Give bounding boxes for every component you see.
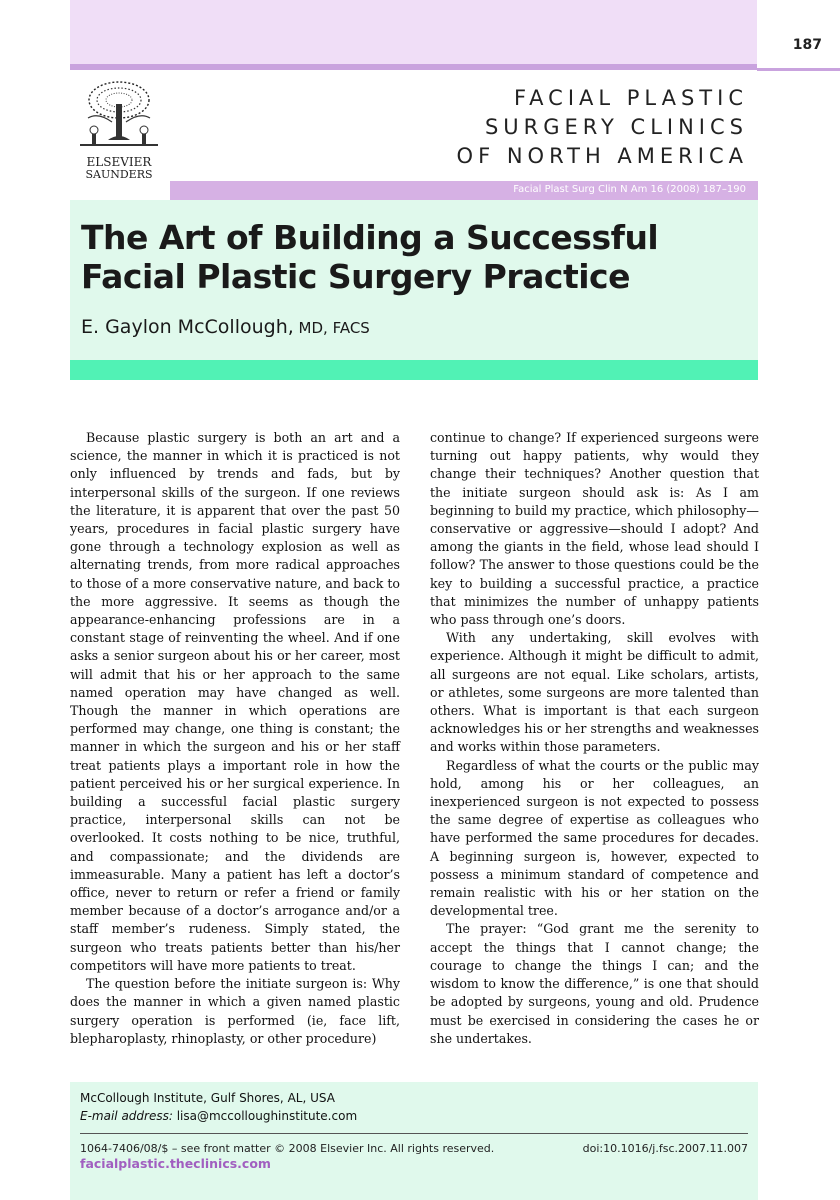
publisher-imprint: SAUNDERS (85, 168, 153, 181)
paragraph: The prayer: “God grant me the serenity to accept the things that I cannot change; the courage to change the things I can; and the wisdom to know the difference,” is one that should be adopted by surgeons, young and old. Prudence must be exercised in considering the cases he or she undertakes. (430, 921, 759, 1046)
journal-url-link[interactable]: facialplastic.theclinics.com (80, 1156, 271, 1171)
doi[interactable]: doi:10.1016/j.fsc.2007.11.007 (582, 1142, 748, 1155)
accent-bar (70, 360, 758, 380)
header-band (70, 0, 757, 64)
page-number: 187 (792, 37, 822, 53)
email-label: E-mail address: (80, 1109, 173, 1123)
paragraph: The question before the initiate surgeon is: Why does the manner in which a given named plastic surgery operation is performed (ie, face lift, blepharoplasty, rhinoplasty, or other procedure) (70, 976, 400, 1046)
author-degrees: MD, FACS (293, 319, 370, 337)
journal-title-line: FACIAL PLASTIC (514, 86, 748, 110)
journal-title-line: OF NORTH AMERICA (456, 144, 748, 168)
paragraph: Because plastic surgery is both an art and a science, the manner in which it is practiced is not only influenced by trends and fads, but by interpersonal skills of the surgeon. If one reviews the literature, it is apparent that over the past 50 years, procedures in facial plastic surgery have gone through a technology explosion as well as alternating trends, from more radical approaches to those of a more conservative nature, and back to the more aggressive. It seems as though the appearance-enhancing professions are in a constant stage of reinventing the wheel. And if one asks a senior surgeon about his or her career, most will admit that his or her approach to the same named operation may have changed as well. Though the manner in which operations are performed may change, one thing is constant; the manner in which the surgeon and his or her staff treat patients plays a important role in how the patient perceived his or her surgical experience. In building a successful facial plastic surgery practice, interpersonal skills can not be overlooked. It costs nothing to be nice, truthful, and compassionate; and the dividends are immeasurable. Many a patient has left a doctor’s office, never to return or refer a friend or family member because of a doctor’s arrogance and/or a staff member’s rudeness. Simply stated, the surgeon who treats patients better than his/her competitors will have more patients to treat. (70, 430, 400, 973)
journal-title (457, 84, 748, 171)
footer-rule (80, 1133, 748, 1134)
elsevier-tree-icon (78, 78, 160, 150)
elsevier-logo (78, 78, 160, 181)
journal-title-line: SURGERY CLINICS (484, 115, 748, 139)
author-line (81, 316, 370, 338)
affiliation-text: McCollough Institute, Gulf Shores, AL, USA (80, 1091, 335, 1105)
body-column-left (70, 429, 400, 1048)
author-affiliation (80, 1089, 357, 1125)
author-name: E. Gaylon McCollough, (81, 316, 294, 338)
email-line (80, 1107, 357, 1125)
page-number-rule (757, 68, 840, 71)
paragraph: With any undertaking, skill evolves with experience. Although it might be difficult to admit, all surgeons are not equal. Like scholars, artists, or athletes, some surgeons are more talented than others. What is important is that each surgeon acknowledges his or her strengths and weaknesses and works within those parameters. (430, 630, 759, 755)
email-address[interactable]: lisa@mccolloughinstitute.com (176, 1109, 358, 1123)
article-title-line: Facial Plastic Surgery Practice (81, 257, 630, 296)
citation-band (170, 181, 758, 200)
article-title-line: The Art of Building a Successful (81, 218, 659, 257)
publisher-name: ELSEVIER (86, 155, 152, 169)
body-column-right (430, 429, 759, 1048)
page-number-box (757, 0, 840, 68)
paragraph: Regardless of what the courts or the public may hold, among his or her colleagues, an inexperienced surgeon is not expected to possess the same degree of expertise as colleagues who have performed the same procedures for decades. A beginning surgeon is, however, expected to possess a minimum standard of competence and remain realistic with his or her station on the developmental tree. (430, 757, 759, 919)
paragraph-continuation: continue to change? If experienced surgeons were turning out happy patients, why would they change their techniques? Another question that the initiate surgeon should ask is: As I am beginning to build my practice, which philosophy—conservative or aggressive—should I adopt? And among the giants in the field, whose lead should I follow? The answer to those questions could be the key to building a successful practice, a practice that minimizes the number of unhappy patients who pass through one’s doors. (430, 430, 759, 628)
header-rule (70, 64, 757, 70)
copyright-notice: 1064-7406/08/$ – see front matter © 2008 Elsevier Inc. All rights reserved. (80, 1142, 495, 1155)
journal-citation: Facial Plast Surg Clin N Am 16 (2008) 187–190 (513, 184, 746, 195)
article-title (81, 218, 658, 296)
